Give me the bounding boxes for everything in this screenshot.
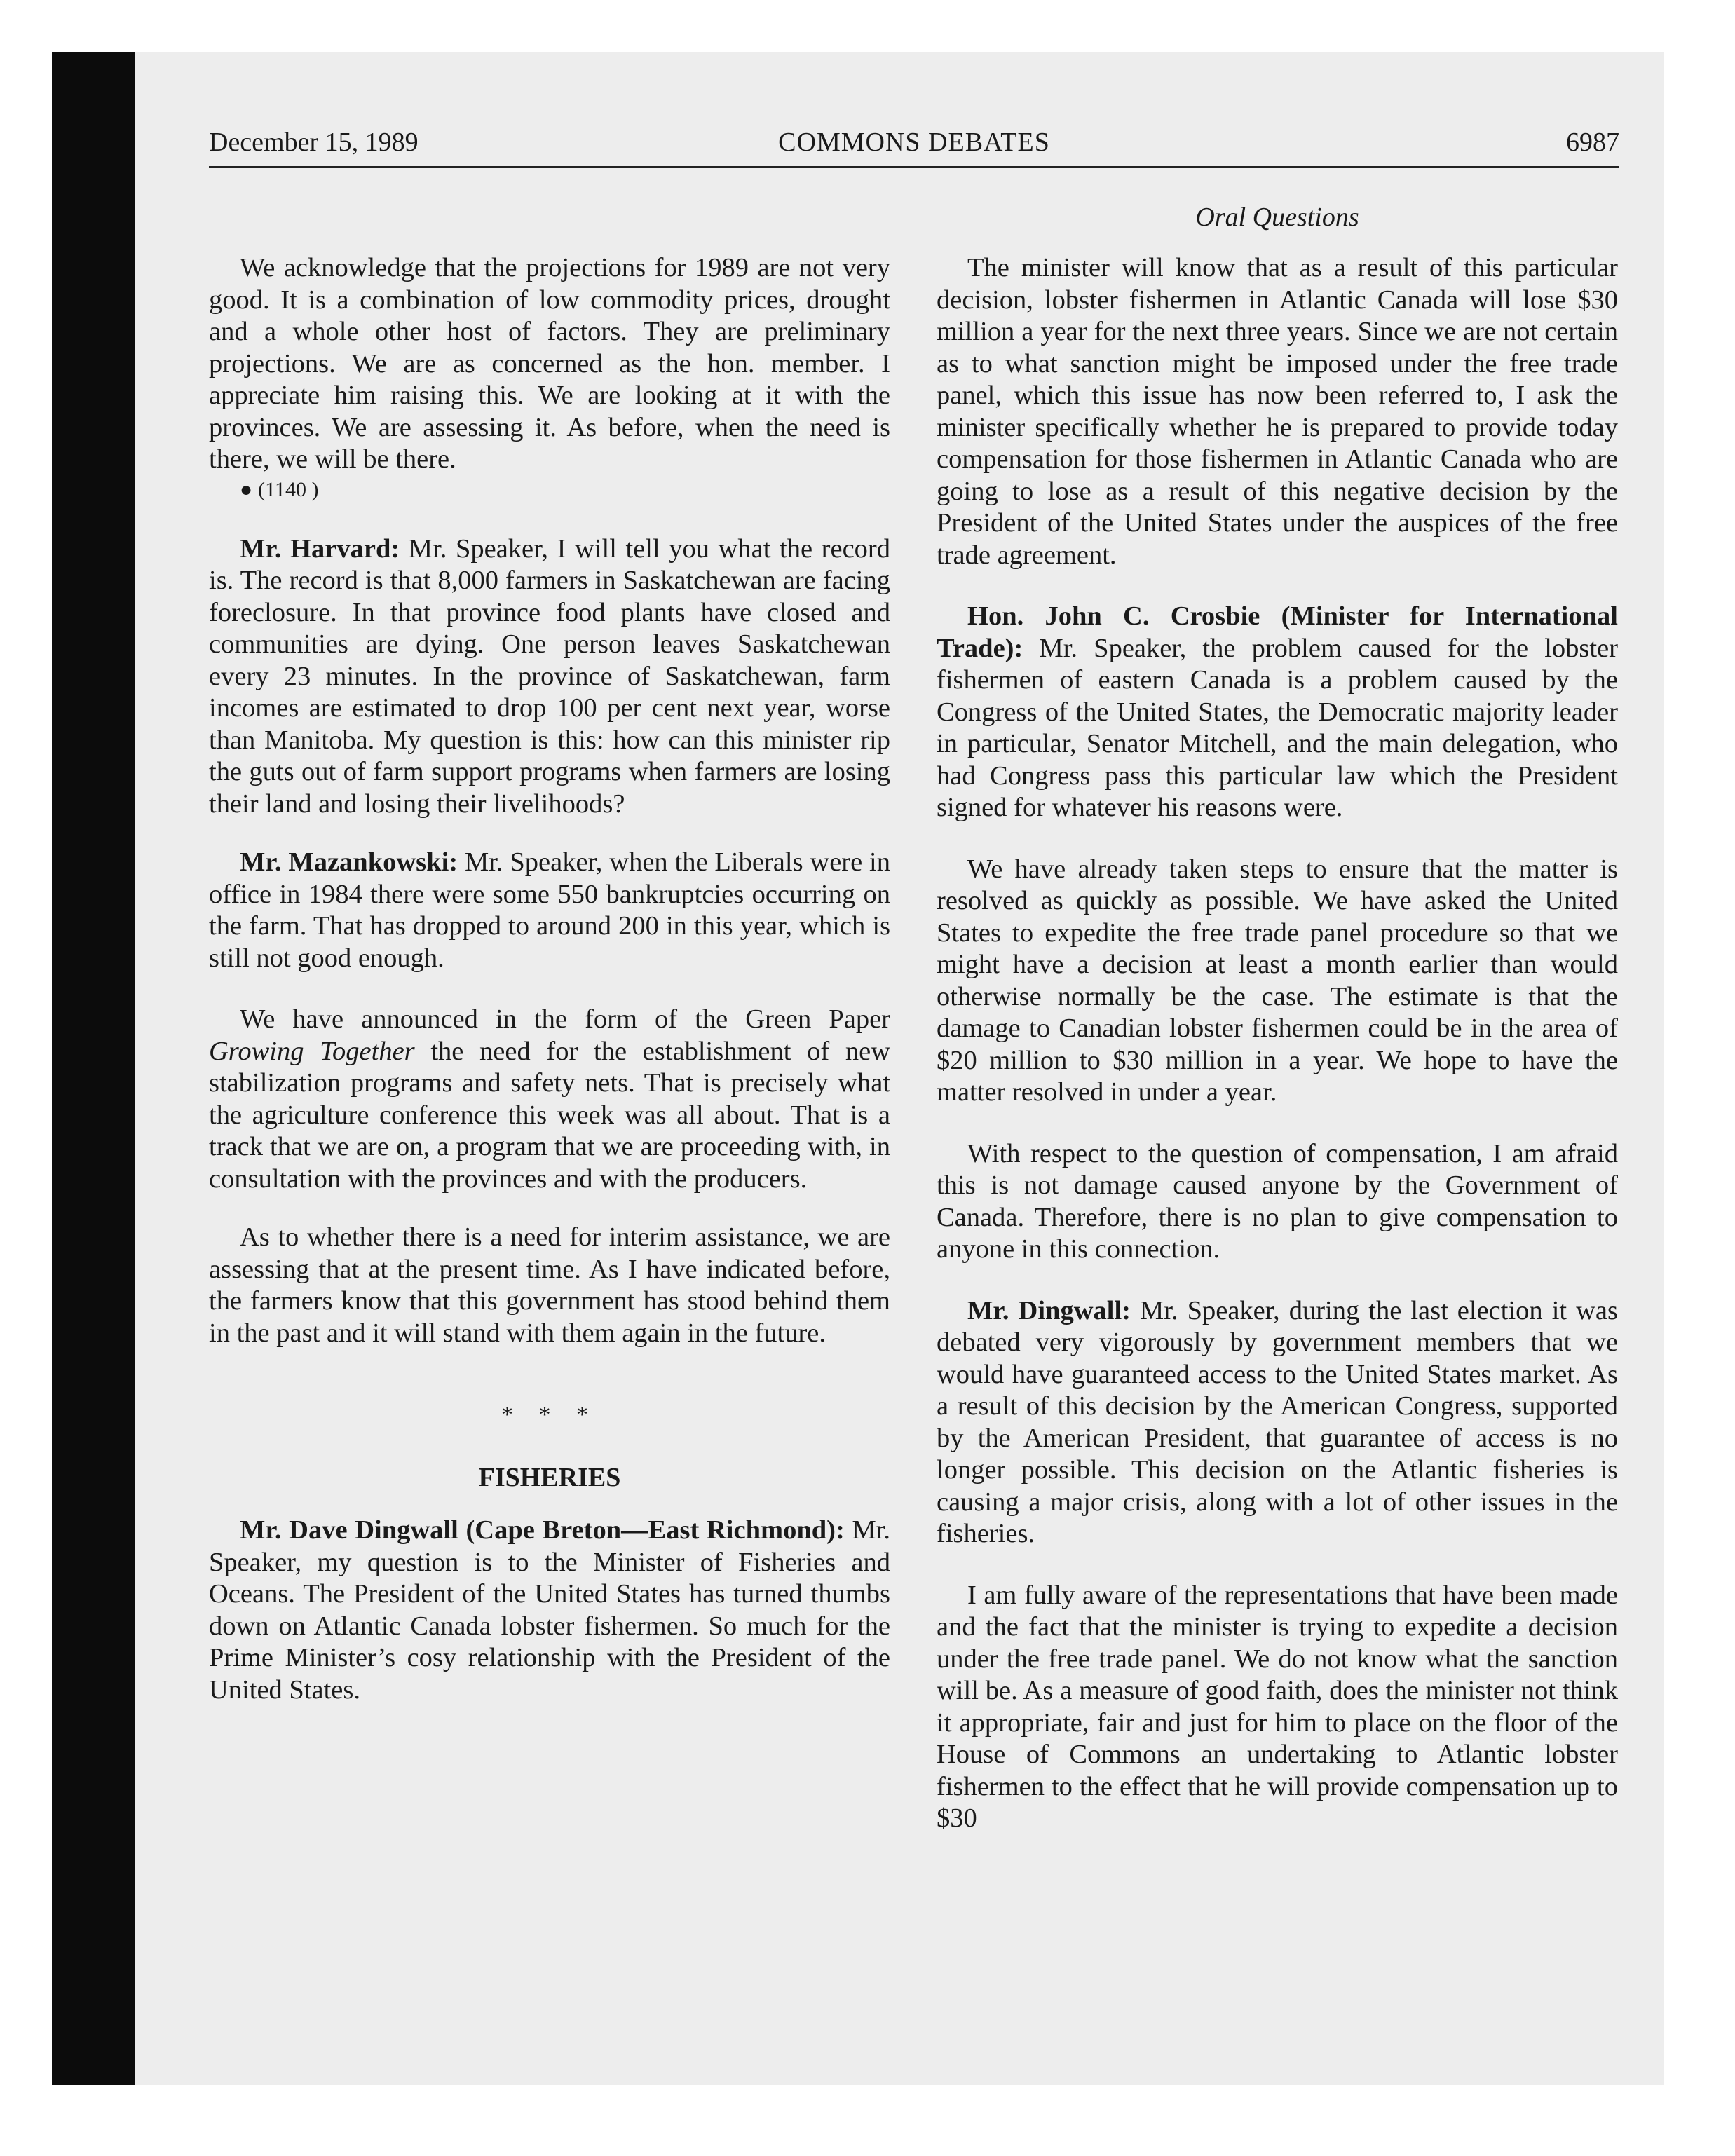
- header-rule: [209, 166, 1619, 168]
- paragraph-green-paper: [209, 1004, 890, 1195]
- paragraph-lobster-loss: The minister will know that as a result of this particular decision, lobster fishermen in Atlantic Canada will lose $30 million a year for the next three years. Since we are not certain as to what sanction might be imposed under the free trade panel, which this issue has now been referred to, I ask the minister specifically whether he is prepared to provide today compensation for those fishermen in Atlantic Canada who are going to lose as a result of this negative decision by the President of the United States under the auspices of the free trade agreement.: [937, 253, 1618, 570]
- paragraph-projections: We acknowledge that the projections for 1989 are not very good. It is a combination of low commodity prices, drought and a whole other host of factors. They are preliminary projections. We are as concerned as the hon. member. I appreciate him raising this. We are looking at it with the provinces. We are assessing it. As before, when the need is there, we will be there.: [209, 253, 890, 474]
- binding-shadow: [52, 52, 135, 2085]
- speech-text: Mr. Speaker, I will tell you what the record is. The record is that 8,000 farmers in Saskatchewan are facing foreclosure. In that province food plants have closed and communities are dying. One person leaves Saskatchewan every 23 minutes. In the province of Saskatchewan, farm incomes are estimated to drop 100 per cent next year, worse than Manitoba. My question is this: how can this minister rip the guts out of farm support programs when farmers are losing their land and losing their livelihoods?: [209, 533, 891, 819]
- paragraph-harvard: [209, 533, 890, 821]
- paragraph-dingwall-followup: [937, 1295, 1618, 1550]
- speaker-name: Hon. John C. Crosbie (Minister for International Trade):: [937, 601, 1618, 663]
- publication-title: Growing Together: [209, 1036, 415, 1066]
- bullet-icon: ●: [240, 477, 253, 501]
- header-journal-title: COMMONS DEBATES: [778, 128, 1050, 157]
- speaker-name: Mr. Mazankowski:: [240, 847, 458, 877]
- time-marker-text: (1140 ): [258, 477, 319, 501]
- paragraph-steps-taken: We have already taken steps to ensure that the matter is resolved as quickly as possible. We have asked the United States to expedite the free trade panel procedure so that we might have a decision at least a month earlier than would otherwise normally be the case. The estimate is that the damage to Canadian lobster fishermen could be in the area of $20 million to $30 million in a year. We hope to have the matter resolved in under a year.: [937, 854, 1618, 1107]
- paragraph-interim-assistance: As to whether there is a need for interim assistance, we are assessing that at the present time. As I have indicated before, the farmers know that this government has stood behind them in the past and it will stand with them again in the future.: [209, 1222, 890, 1348]
- section-tag: Oral Questions: [1195, 203, 1359, 232]
- speaker-name: Mr. Dave Dingwall (Cape Breton—East Richmond):: [240, 1515, 845, 1545]
- speech-text: We have announced in the form of the Green Paper: [240, 1004, 890, 1034]
- speech-text: Mr. Speaker, during the last election it was debated very vigorously by government members that we would have guaranteed access to the United States market. As a result of this decision by the American Congress, supported by the American President, that guarantee of access is no longer possible. This decision on the Atlantic fisheries is causing a major crisis, along with a lot of other issues in the fisheries.: [937, 1295, 1618, 1548]
- time-marker: [209, 476, 890, 504]
- speech-text: Mr. Speaker, my question is to the Minister of Fisheries and Oceans. The President of the United States has turned thumbs down on Atlantic Canada lobster fishermen. So much for the Prime Minister’s cosy relationship with the President of the United States.: [209, 1515, 890, 1705]
- paragraph-mazankowski: [209, 847, 890, 974]
- speech-text: Mr. Speaker, when the Liberals were in office in 1984 there were some 550 bankruptcies occurring on the farm. That has dropped to around 200 in this year, which is still not good enough.: [209, 847, 891, 973]
- running-head: [209, 125, 1619, 167]
- paragraph-dingwall-question: [209, 1515, 890, 1706]
- paragraph-compensation: With respect to the question of compensation, I am afraid this is not damage caused anyone by the Government of Canada. Therefore, there is no plan to give compensation to anyone in this connection.: [937, 1138, 1618, 1264]
- section-separator: * * *: [501, 1402, 598, 1428]
- section-heading: FISHERIES: [478, 1463, 621, 1492]
- left-column: [209, 252, 890, 1706]
- right-column: [937, 252, 1618, 1835]
- header-date: December 15, 1989: [209, 128, 419, 157]
- speaker-name: Mr. Harvard:: [240, 533, 400, 564]
- header-page-number: 6987: [1566, 128, 1619, 157]
- paragraph-fully-aware: I am fully aware of the representations that have been made and the fact that the minister is trying to expedite a decision under the free trade panel. We do not know what the sanction will be. As a measure of good faith, does the minister not think it appropriate, fair and just for him to place on the floor of the House of Commons an undertaking to Atlantic lobster fishermen to the effect that he will provide compensation up to $30: [937, 1580, 1618, 1833]
- paragraph-crosbie: [937, 601, 1618, 824]
- speech-text: Mr. Speaker, the problem caused for the lobster fishermen of eastern Canada is a problem caused by the Congress of the United States, the Democratic majority leader in particular, Senator Mitchell, and the main delegation, who had Congress pass this particular law which the President signed for whatever his reasons were.: [937, 633, 1618, 822]
- speaker-name: Mr. Dingwall:: [967, 1295, 1131, 1325]
- speech-text: the need for the establishment of new stabilization programs and safety nets. That is precisely what the agriculture conference this week was all about. That is a track that we are on, a program that we are proceeding with, in consultation with the provinces and with the producers.: [209, 1036, 891, 1194]
